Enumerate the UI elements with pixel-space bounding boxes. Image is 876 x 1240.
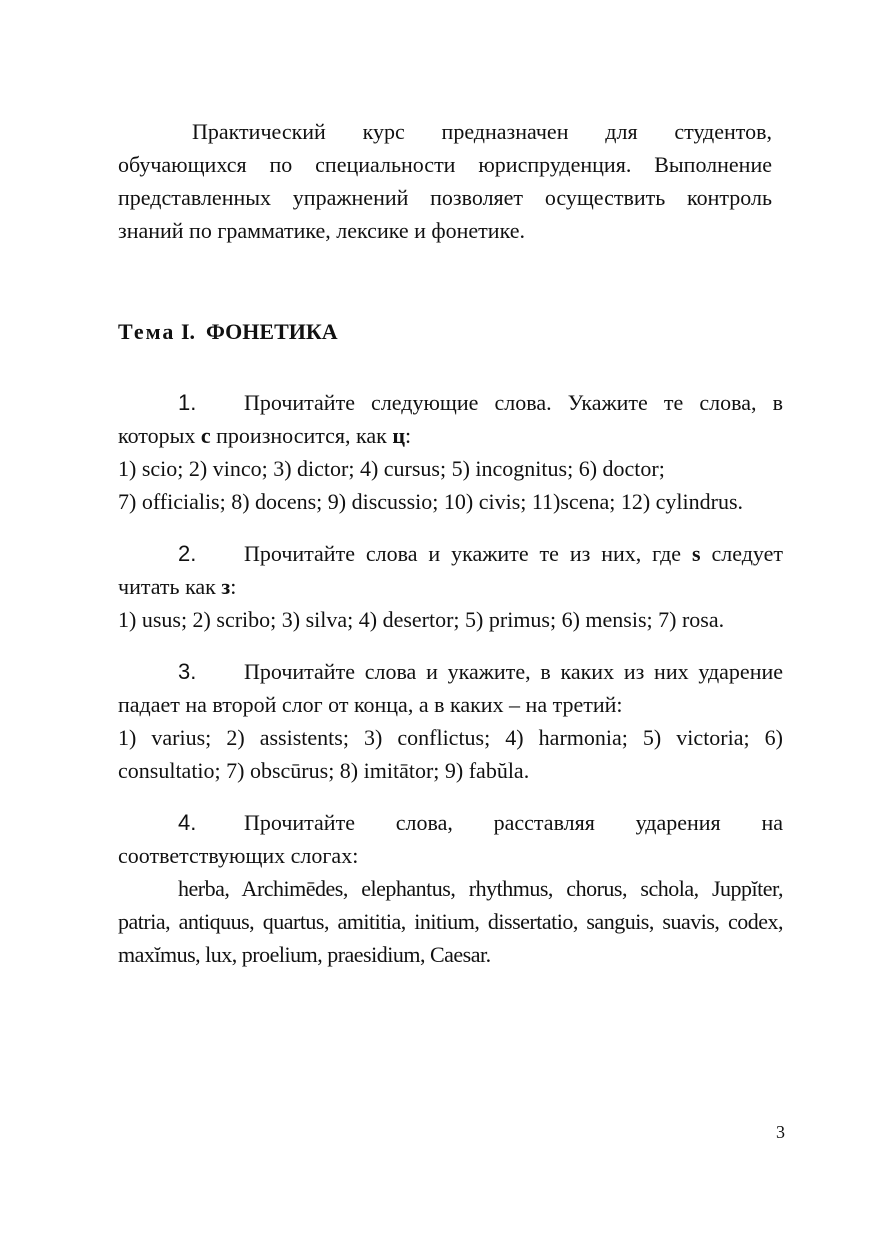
exercise-1-words-line-1: 1) scio; 2) vinco; 3) dictor; 4) cursus; 5) incognitus; 6) doctor; (118, 456, 665, 481)
topic-title (118, 315, 783, 348)
exercise-2-instruction (118, 537, 783, 603)
exercise-2-letter-s: s (692, 541, 701, 566)
exercise-1 (118, 386, 783, 518)
exercise-2-letter-z: з (221, 574, 231, 599)
exercise-4-instruction-text: Прочитайте слова, расставляя ударения на соответствующих слогах: (118, 810, 783, 868)
exercise-2-number: 2. (178, 541, 197, 566)
topic-name: ФОНЕТИКА (206, 319, 338, 344)
exercise-2 (118, 537, 783, 636)
exercise-2-instruction-text-c: : (230, 574, 237, 599)
exercise-1-instruction-text-a: Прочитайте следующие слова. Укажите те слова, в которых (118, 390, 783, 448)
exercise-3-words: 1) varius; 2) assistents; 3) conflictus; 4) harmonia; 5) victoria; 6) consultatio; 7) obscūrus; 8) imitātor; 9) fabŭla. (118, 725, 783, 783)
exercise-3-number: 3. (178, 659, 197, 684)
exercise-1-instruction-text-c: : (405, 423, 412, 448)
exercise-1-letter-ts: ц (392, 423, 406, 448)
intro-paragraph: Практический курс предназначен для студентов, обучающихся по специальности юриспруденция. Выполнение представленных упражнений позволяет осуществить контроль знаний по грамматике, лексике и фонетике. (118, 119, 772, 243)
exercise-1-words-line-2: 7) officialis; 8) docens; 9) discussio; 10) civis; 11)scena; 12) cylindrus. (118, 489, 744, 514)
exercise-3-instruction-text: Прочитайте слова и укажите, в каких из них ударение падает на второй слог от конца, а в каких – на третий: (118, 659, 783, 717)
exercise-4-number: 4. (178, 810, 197, 835)
exercise-2-words: 1) usus; 2) scribo; 3) silva; 4) desertor; 5) primus; 6) mensis; 7) rosa. (118, 607, 725, 632)
exercise-2-instruction-text-a: Прочитайте слова и укажите те из них, где (244, 541, 682, 566)
page-content (118, 115, 783, 971)
exercise-4 (118, 806, 783, 971)
exercise-4-instruction (118, 806, 783, 872)
exercise-2-instruction-text-b: следует читать как (118, 541, 784, 599)
page-number: 3 (776, 1122, 785, 1142)
exercise-3 (118, 655, 783, 787)
exercise-3-instruction (118, 655, 783, 721)
exercise-1-letter-c: с (200, 423, 211, 448)
topic-label: Тема (118, 319, 176, 344)
exercise-1-instruction-text-b: произносится, как (216, 423, 387, 448)
exercise-1-instruction (118, 386, 783, 452)
exercise-1-number: 1. (178, 390, 197, 415)
topic-number: I. (180, 319, 195, 344)
exercise-4-words: herba, Archimēdes, elephantus, rhythmus, chorus, schola, Juppĭter, patria, antiquus, quartus, amititia, initium, dissertatio, sanguis, suavis, codex, maxĭmus, lux, proelium, praesidium, Caesar. (118, 876, 783, 967)
